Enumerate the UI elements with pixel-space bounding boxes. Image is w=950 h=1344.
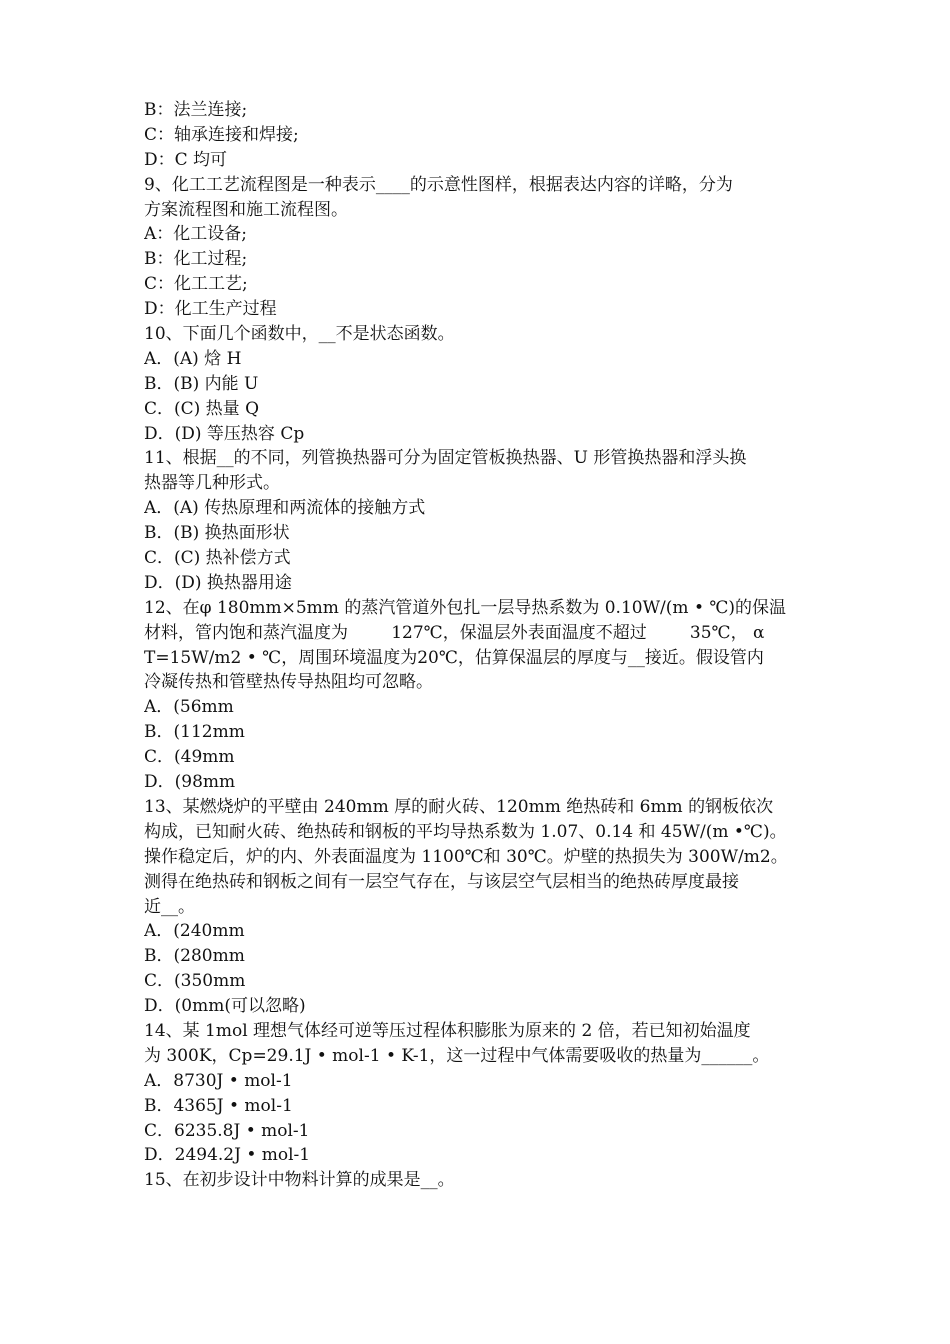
option-a-q10: A．(A) 焓 H bbox=[144, 348, 242, 369]
option-b-q11: B．(B) 换热面形状 bbox=[144, 523, 290, 544]
question-14-line-2: 为 300K，Cp=29.1J • mol-1 • K-1，这一过程中气体需要吸收的热量为______。 bbox=[144, 1045, 770, 1066]
option-c-q11: C．(C) 热补偿方式 bbox=[144, 548, 291, 569]
option-c-q13: C．(350mm bbox=[144, 971, 246, 992]
option-d-q14: D．2494.2J • mol-1 bbox=[144, 1145, 311, 1166]
question-10: 10、下面几个函数中，__不是状态函数。 bbox=[144, 324, 455, 345]
option-c-q8: C：轴承连接和焊接; bbox=[144, 124, 299, 145]
question-12-line-4: 冷凝传热和管壁热传导热阻均可忽略。 bbox=[144, 672, 433, 693]
question-9-line-1: 9、化工工艺流程图是一种表示____的示意性图样，根据表达内容的详略，分为 bbox=[144, 174, 733, 195]
question-14-line-1: 14、某 1mol 理想气体经可逆等压过程体积膨胀为原来的 2 倍，若已知初始温度 bbox=[144, 1020, 751, 1041]
question-12-line-1: 12、在φ 180mm×5mm 的蒸汽管道外包扎一层导热系数为 0.10W/(m • ℃)的保温 bbox=[144, 597, 787, 618]
question-13-line-5: 近__。 bbox=[144, 896, 195, 917]
option-c-q9: C：化工工艺; bbox=[144, 274, 248, 295]
option-d-q11: D．(D) 换热器用途 bbox=[144, 572, 292, 593]
option-a-q13: A．(240mm bbox=[144, 921, 245, 942]
option-c-q14: C．6235.8J • mol-1 bbox=[144, 1120, 310, 1141]
option-a-q12: A．(56mm bbox=[144, 697, 234, 718]
option-d-q10: D．(D) 等压热容 Cp bbox=[144, 423, 305, 444]
question-9-line-2: 方案流程图和施工流程图。 bbox=[144, 199, 348, 220]
option-b-q8: B：法兰连接; bbox=[144, 100, 248, 120]
option-d-q13: D．(0mm(可以忽略) bbox=[144, 996, 306, 1017]
option-b-q10: B．(B) 内能 U bbox=[144, 373, 259, 394]
question-12-line-3: T=15W/m2 • ℃，周围环境温度为20℃，估算保温层的厚度与__接近。假设管内 bbox=[144, 647, 764, 668]
question-11-line-1: 11、根据__的不同，列管换热器可分为固定管板换热器、U 形管换热器和浮头换 bbox=[144, 448, 747, 469]
question-12-line-2: 材料，管内饱和蒸汽温度为 127℃，保温层外表面温度不超过 35℃， α bbox=[144, 622, 765, 643]
question-13-line-1: 13、某燃烧炉的平壁由 240mm 厚的耐火砖、120mm 绝热砖和 6mm 的钢板依次 bbox=[144, 796, 774, 817]
option-d-q8: D：C 均可 bbox=[144, 149, 228, 170]
option-a-q11: A．(A) 传热原理和两流体的接触方式 bbox=[144, 498, 426, 519]
question-15: 15、在初步设计中物料计算的成果是__。 bbox=[144, 1170, 455, 1191]
option-d-q9: D：化工生产过程 bbox=[144, 299, 277, 320]
option-b-q9: B：化工过程; bbox=[144, 249, 248, 270]
option-d-q12: D．(98mm bbox=[144, 772, 236, 793]
option-b-q13: B．(280mm bbox=[144, 946, 245, 967]
option-b-q12: B．(112mm bbox=[144, 722, 245, 743]
option-a-q9: A：化工设备; bbox=[144, 224, 248, 245]
question-13-line-4: 测得在绝热砖和钢板之间有一层空气存在，与该层空气层相当的绝热砖厚度最接 bbox=[144, 871, 739, 892]
option-b-q14: B．4365J • mol-1 bbox=[144, 1095, 293, 1116]
option-a-q14: A．8730J • mol-1 bbox=[144, 1070, 293, 1091]
document-body bbox=[144, 98, 814, 1193]
question-11-line-2: 热器等几种形式。 bbox=[144, 473, 280, 494]
option-c-q12: C．(49mm bbox=[144, 747, 235, 768]
option-c-q10: C．(C) 热量 Q bbox=[144, 398, 260, 419]
question-13-line-3: 操作稳定后，炉的内、外表面温度为 1100℃和 30℃。炉壁的热损失为 300W/m2。 bbox=[144, 846, 788, 867]
question-13-line-2: 构成，已知耐火砖、绝热砖和钢板的平均导热系数为 1.07、0.14 和 45W/(m •℃)。 bbox=[144, 821, 787, 842]
